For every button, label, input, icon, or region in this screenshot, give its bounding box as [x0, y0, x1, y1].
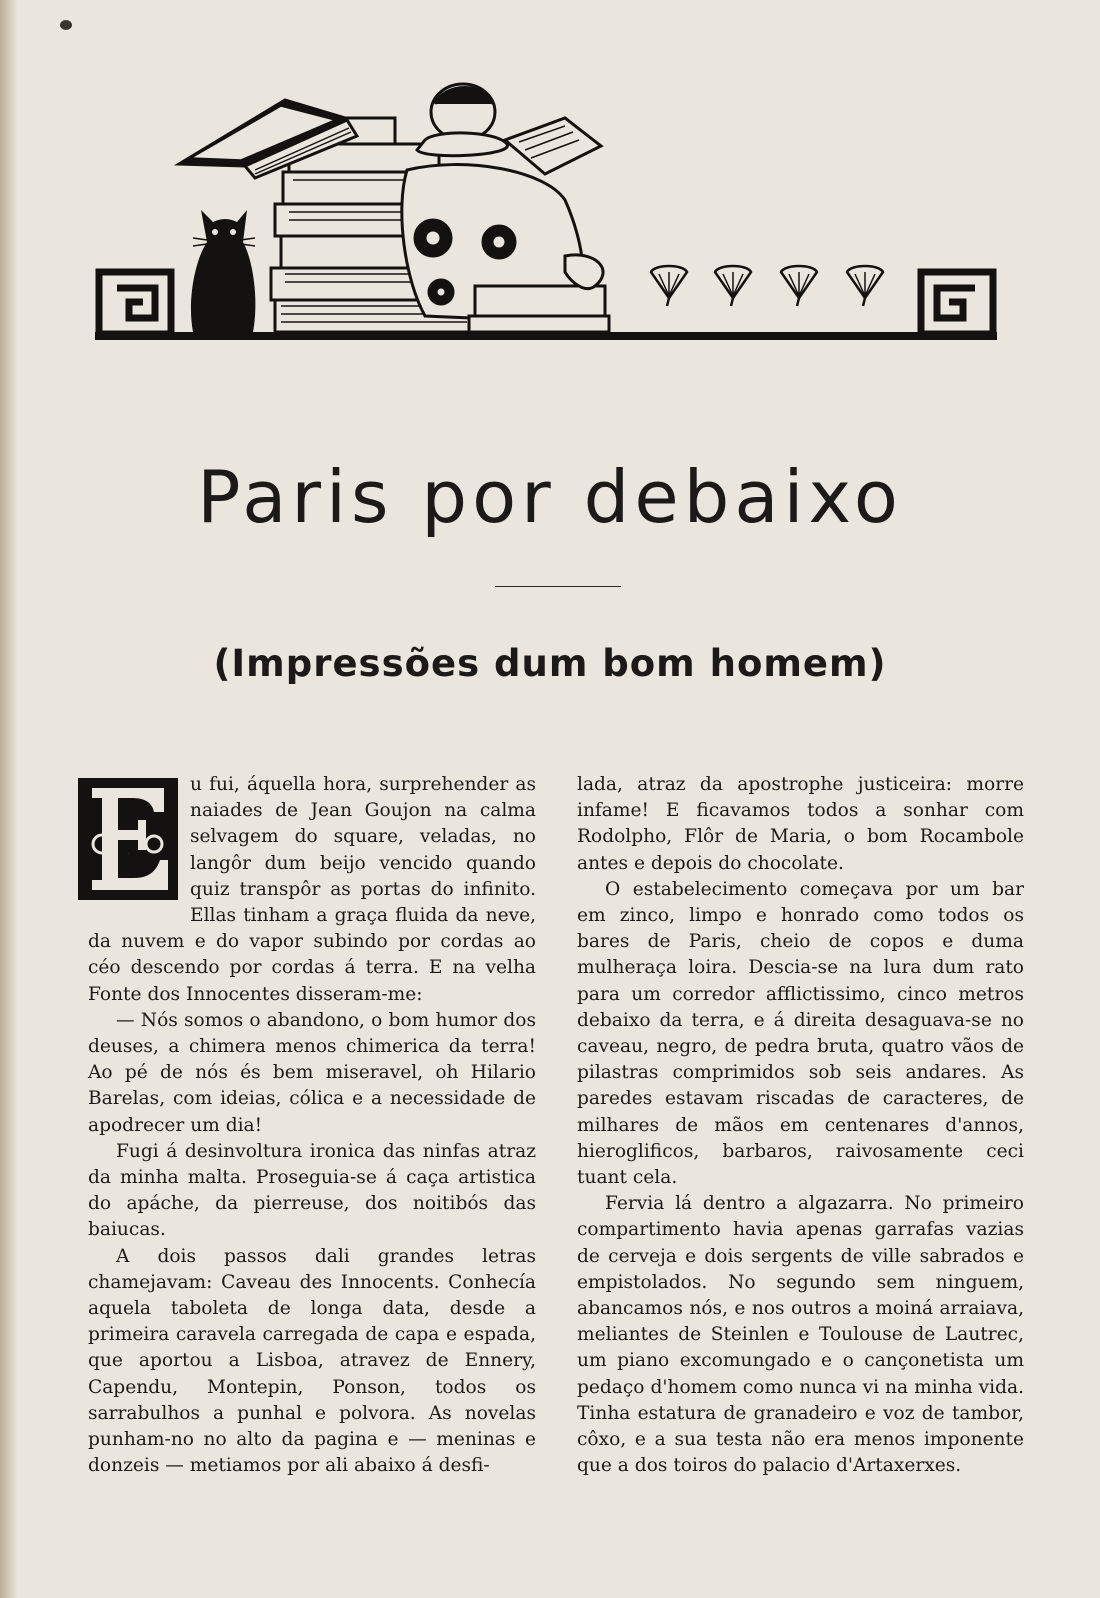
- article-subtitle: (Impressões dum bom homem): [213, 642, 887, 685]
- article-title: Paris por debaixo: [197, 455, 903, 539]
- paragraph-7: Fervia lá dentro a algazarra. No primeiro compartimento havia apenas garrafas vazias de cerveja e dois sergents de ville sabrados e empistolados. No segundo sem ninguem, abancamos nós, e nos outros a moiná arraiava, meliantes de Steinlen e Toulouse de Lautrec, um piano excomungado e o cançonetista um pedaço d'homem como nunca vi na minha vida. Tinha estatura de granadeiro e voz de tambor, côxo, e a sua testa não era menos imponente que a dos toiros do palacio d'Artaxerxes.: [577, 1193, 1024, 1477]
- pierrot-reading-icon: [402, 84, 609, 332]
- drop-cap: [74, 774, 182, 904]
- paragraph-4: A dois passos dali grandes letras chamejavam: Caveau des Innocents. Conhecía aquela taboleta de longa data, desde a primeira caravela carregada de capa e espada, que aportou a Lisboa, atravez de Ennery, Capendu, Montepin, Ponson, todos os sarrabulhos a punhal e polvora. As novelas punham-no no alto da pagina e — meninas e donzeis — metiamos por ali abaixo á desfi-: [88, 1245, 536, 1477]
- paragraph-1: u fui, áquella hora, surprehender as naiades de Jean Goujon na calma selvagem do square, veladas, no langôr dum beijo vencido quando quiz transpôr as portas do infinito. Ellas tinham a graça fluida da neve, da nuvem e do vapor subindo por cordas ao céo descendo por cordas á terra. E na velha Fonte dos Innocentes disseram-me:: [88, 774, 536, 1005]
- right-column: [577, 772, 1024, 1479]
- paragraph-5: lada, atraz da apostrophe justiceira: morre infame! E ficavamos todos a sonhar com Rodolpho, Flôr de Maria, o bom Rocambole antes e depois do chocolate.: [577, 774, 1024, 874]
- left-column: [88, 772, 536, 1479]
- paragraph-6: O estabelecimento começava por um bar em zinco, limpo e honrado como todos os bares de Paris, cheio de copos e duma mulheraça loira. Descia-se na lura dum rato para um corredor afflictissimo, cinco metros debaixo da terra, e á direita desaguava-se no caveau, negro, de pedra bruta, quatro vãos de pilastras comprimidos sob seis andares. As paredes estavam riscadas de caracteres, de milhares de mãos em centenares d'annos, hieroglificos, barbaros, raivosamente ceci tuant cela.: [577, 878, 1024, 1189]
- paragraph-3: Fugi á desinvoltura ironica das ninfas atraz da minha malta. Proseguia-se á caça artistica do apáche, da pierreuse, dos noitibós das baiucas.: [88, 1140, 536, 1241]
- paragraph-2: — Nós somos o abandono, o bom humor dos deuses, a chimera menos chimerica da terra! Ao pé de nós és bem miseravel, oh Hilario Barelas, com ideias, cólica e a necessidade de apodrecer um dia!: [88, 1009, 536, 1136]
- title-divider: [495, 586, 621, 587]
- drop-cap-letter: E: [128, 854, 129, 855]
- fan-ornaments-icon: [651, 266, 883, 306]
- greek-key-left-icon: [99, 272, 171, 334]
- greek-key-right-icon: [921, 272, 993, 334]
- black-cat-icon: [191, 210, 255, 332]
- header-illustration: [95, 60, 1015, 355]
